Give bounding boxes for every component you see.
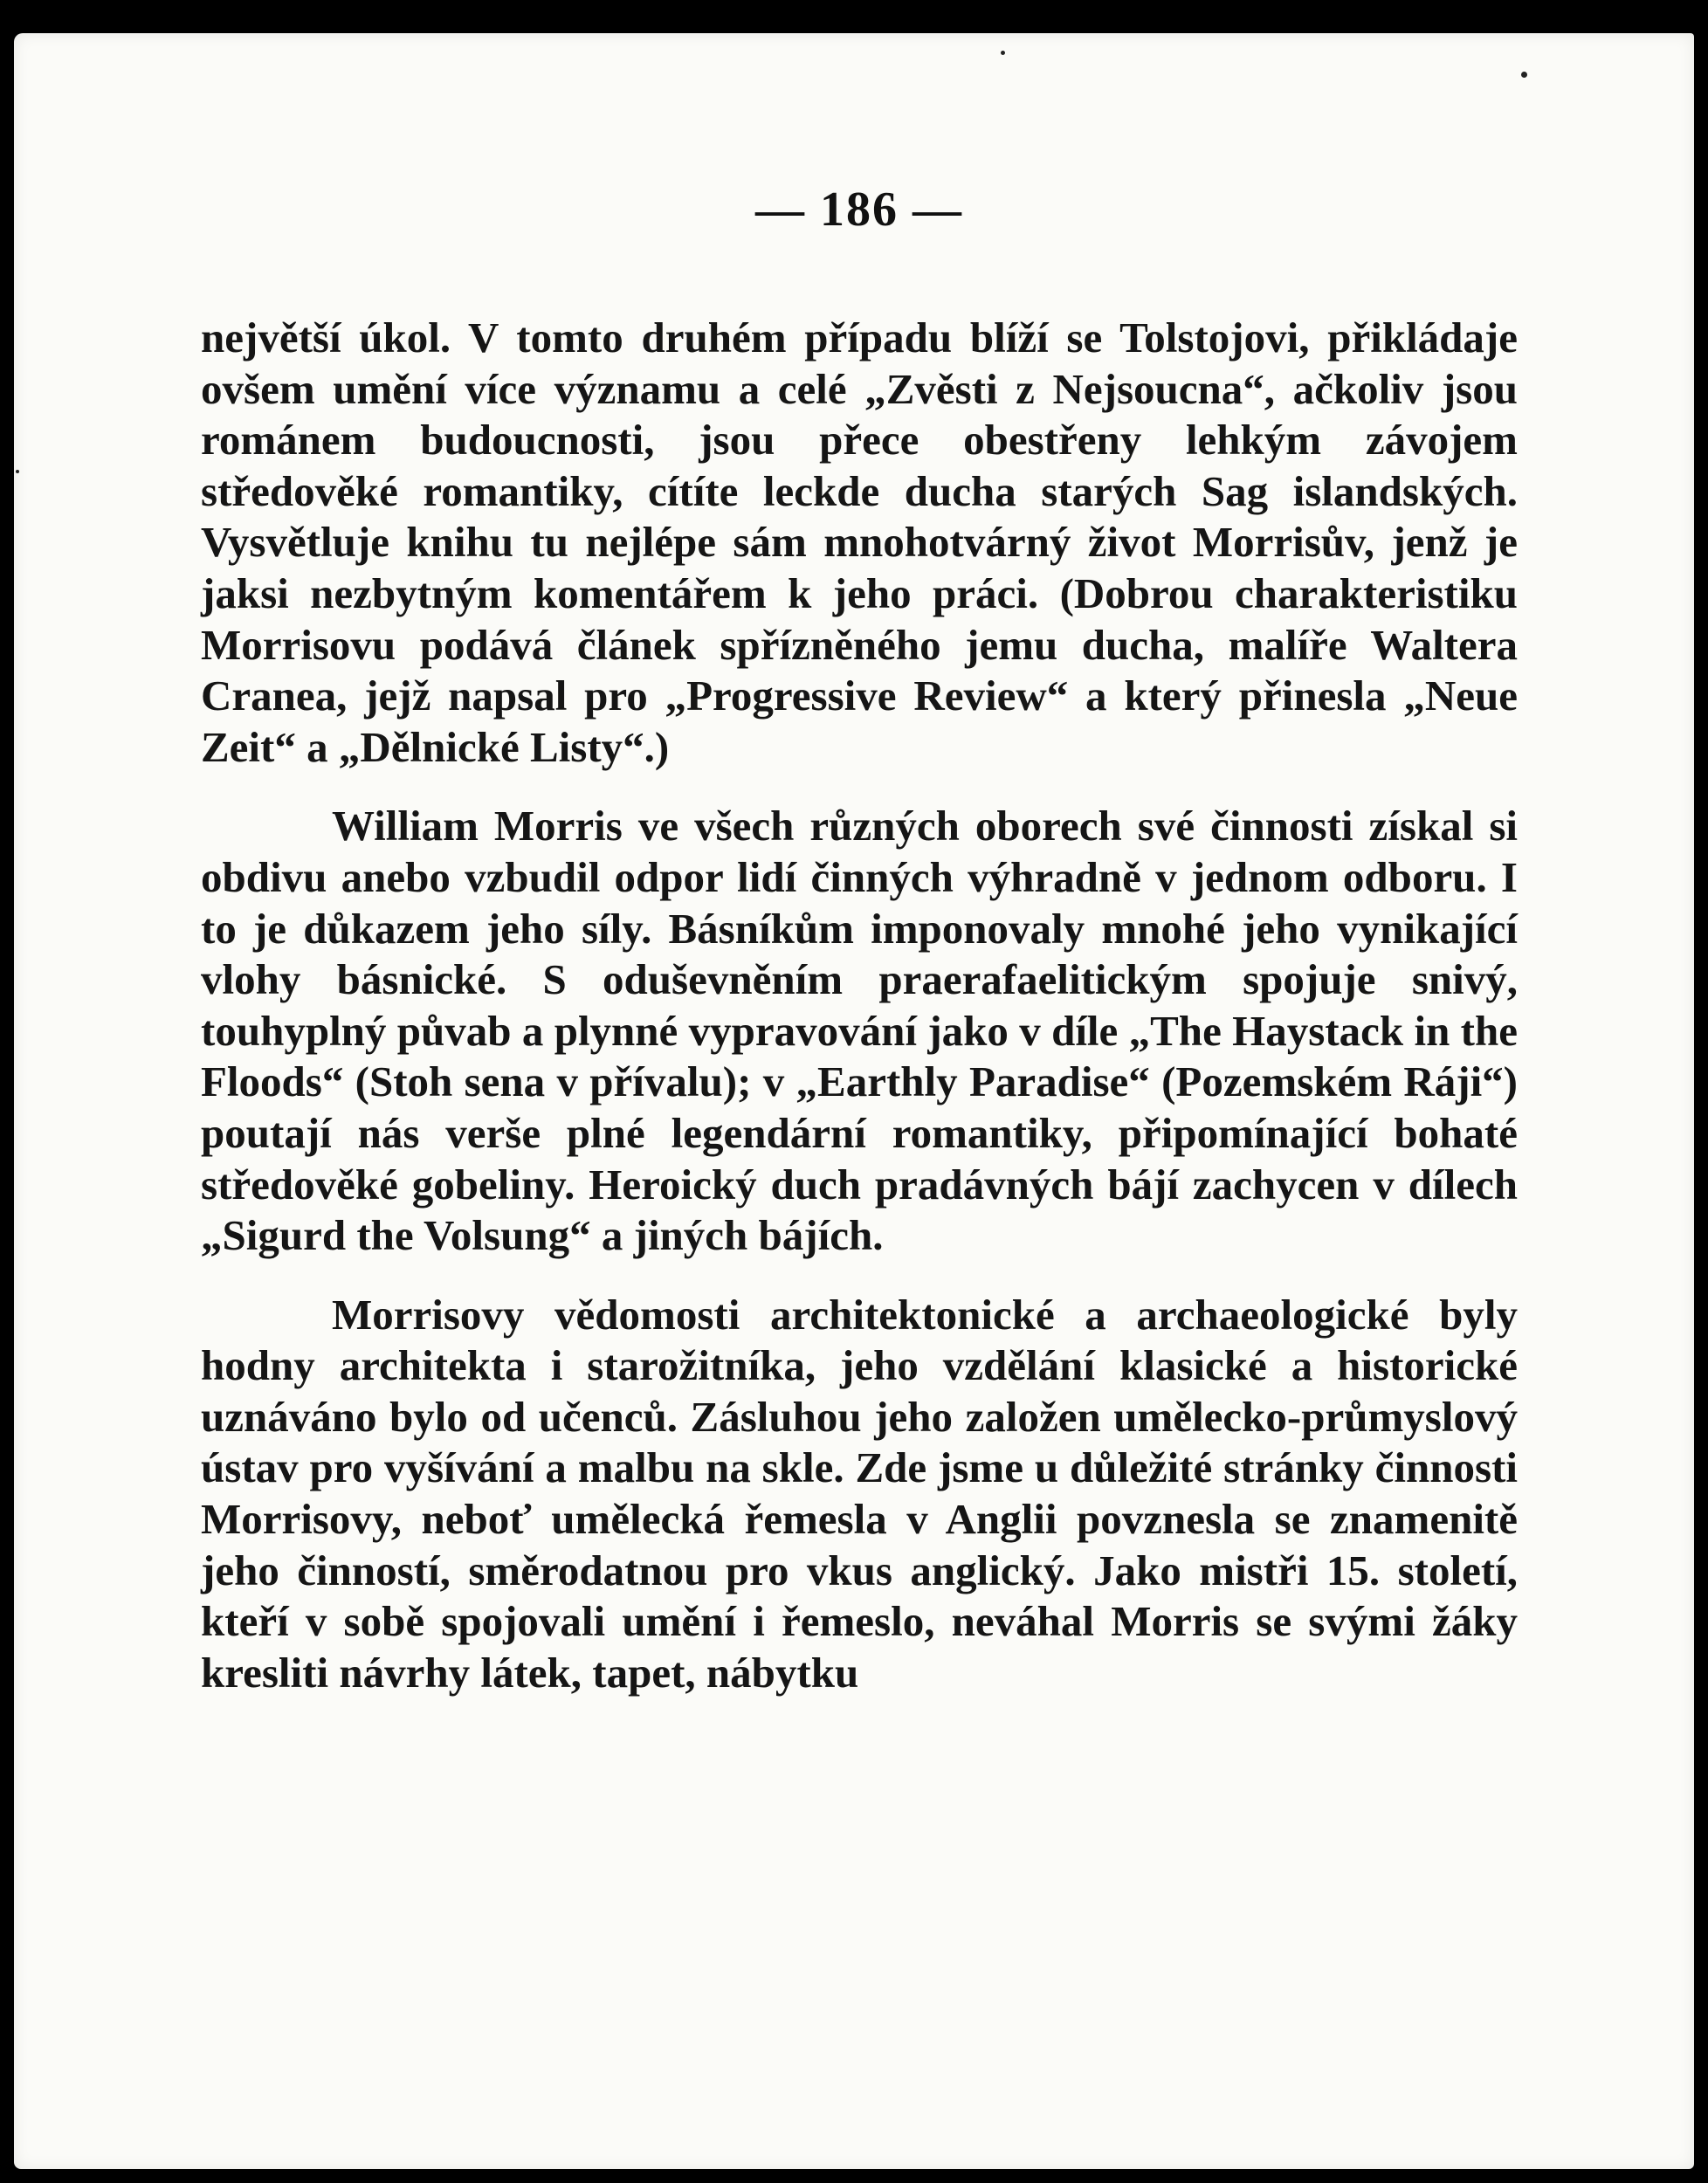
ink-speck — [1521, 72, 1527, 78]
paragraph-morris-poetry: William Morris ve všech různých oborech své činnosti získal si obdivu anebo vzbudil odpor lidí činných výhradně v jednom odboru. I to je důkazem jeho síly. Básníkům imponovaly mnohé jeho vynikající vlohy básnické. S oduševněním praerafaelitickým spojuje snivý, touhyplný půvab a plynné vypravování jako v díle „The Haystack in the Floods“ (Stoh sena v přívalu); v „Earthly Paradise“ (Pozemském Ráji“) poutají nás verše plné legendární romantiky, připomínající bohaté středověké gobeliny. Heroický duch pradávných bájí zachycen v dílech „Sigurd the Volsung“ a jiných bájích. — [201, 802, 1518, 1260]
page-number: — 186 — — [755, 182, 963, 237]
paragraph-continuation: největší úkol. V tomto druhém případu blíží se Tolstojovi, přikládaje ovšem umění více významu a celé „Zvěsti z Nejsoucna“, ačkoliv jsou románem budoucnosti, jsou přece obestřeny lehkým závojem středověké romantiky, cítíte leckde ducha starých Sag islandských. Vysvětluje knihu tu nejlépe sám mnohotvárný život Morrisův, jenž je jaksi nezbytným komentářem k jeho práci. (Dobrou charakteristiku Morrisovu podává článek spřízněného jemu ducha, malíře Waltera Cranea, jejž napsal pro „Progressive Review“ a který přinesla „Neue Zeit“ a „Dělnické Listy“.) — [201, 313, 1518, 771]
body-text — [201, 313, 1518, 1698]
ink-speck — [16, 470, 19, 473]
book-page — [14, 33, 1694, 2169]
ink-speck — [1001, 51, 1005, 55]
paragraph-morris-crafts: Morrisovy vědomosti architektonické a archaeologické byly hodny architekta i starožitníka, jeho vzdělání klasické a historické uznáváno bylo od učenců. Zásluhou jeho založen umělecko-průmyslový ústav pro vyšívání a malbu na skle. Zde jsme u důležité stránky činnosti Morrisovy, neboť umělecká řemesla v Anglii povznesla se znamenitě jeho činností, směrodatnou pro vkus anglický. Jako mistři 15. století, kteří v sobě spojovali umění i řemeslo, neváhal Morris se svými žáky kresliti návrhy látek, tapet, nábytku — [201, 1290, 1518, 1697]
